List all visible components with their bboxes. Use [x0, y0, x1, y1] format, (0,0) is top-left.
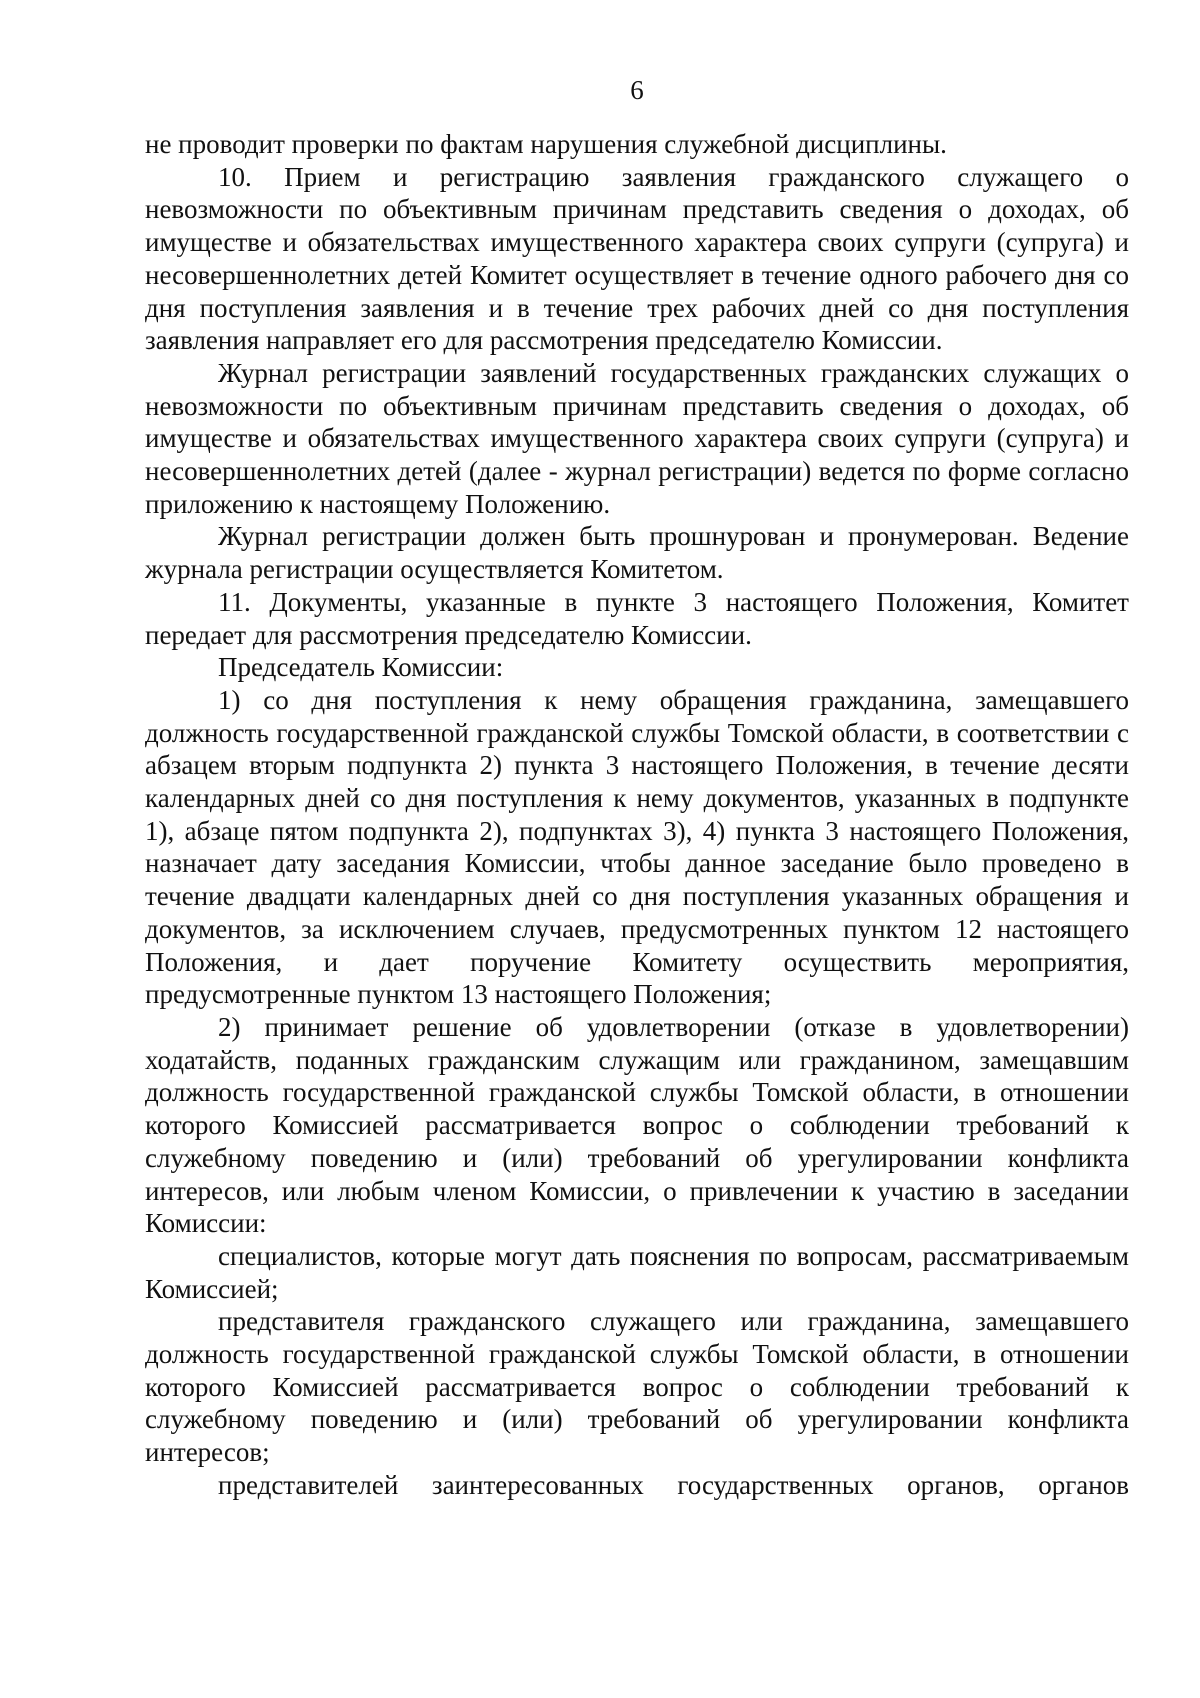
- paragraph: 1) со дня поступления к нему обращения гражданина, замещавшего должность государственной гражданской службы Томской области, в соответствии с абзацем вторым подпункта 2) пункта 3 настоящего Положения, в течение десяти календарных дней со дня поступления к нему документов, указанных в подпункте 1), абзаце пятом подпункта 2), подпунктах 3), 4) пункта 3 настоящего Положения, назначает дату заседания Комиссии, чтобы данное заседание было проведено в течение двадцати календарных дней со дня поступления указанных обращения и документов, за исключением случаев, предусмотренных пунктом 12 настоящего Положения, и дает поручение Комитету осуществить мероприятия, предусмотренные пунктом 13 настоящего Положения;: [145, 684, 1129, 1010]
- paragraph: представителя гражданского служащего или гражданина, замещавшего должность государственной гражданской службы Томской области, в отношении которого Комиссией рассматривается вопрос о соблюдении требований к служебному поведению и (или) требований об урегулировании конфликта интересов;: [145, 1306, 1129, 1468]
- page-number: 6: [630, 75, 644, 105]
- paragraph: специалистов, которые могут дать пояснения по вопросам, рассматриваемым Комиссией;: [145, 1240, 1129, 1304]
- paragraph: 2) принимает решение об удовлетворении (отказе в удовлетворении) ходатайств, поданных гражданским служащим или гражданином, замещавшим должность государственной гражданской службы Томской области, в отношении которого Комиссией рассматривается вопрос о соблюдении требований к служебному поведению и (или) требований об урегулировании конфликта интересов, или любым членом Комиссии, о привлечении к участию в заседании Комиссии:: [145, 1011, 1129, 1239]
- document-body: [145, 128, 1129, 1502]
- paragraph: 10. Прием и регистрацию заявления гражданского служащего о невозможности по объективным причинам представить сведения о доходах, об имуществе и обязательствах имущественного характера своих супруги (супруга) и несовершеннолетних детей Комитет осуществляет в течение одного рабочего дня со дня поступления заявления и в течение трех рабочих дней со дня поступления заявления направляет его для рассмотрения председателю Комиссии.: [145, 161, 1129, 356]
- paragraph: Председатель Комиссии:: [218, 652, 504, 683]
- paragraph: представителей заинтересованных государственных органов, органов: [218, 1469, 1129, 1500]
- paragraph: 11. Документы, указанные в пункте 3 настоящего Положения, Комитет передает для рассмотрения председателю Комиссии.: [145, 586, 1129, 650]
- paragraph: Журнал регистрации должен быть прошнурован и пронумерован. Ведение журнала регистрации осуществляется Комитетом.: [145, 521, 1129, 585]
- paragraph: не проводит проверки по фактам нарушения служебной дисциплины.: [145, 129, 947, 159]
- paragraph: Журнал регистрации заявлений государственных гражданских служащих о невозможности по объективным причинам представить сведения о доходах, об имуществе и обязательствах имущественного характера своих супруги (супруга) и несовершеннолетних детей (далее - журнал регистрации) ведется по форме согласно приложению к настоящему Положению.: [145, 357, 1129, 519]
